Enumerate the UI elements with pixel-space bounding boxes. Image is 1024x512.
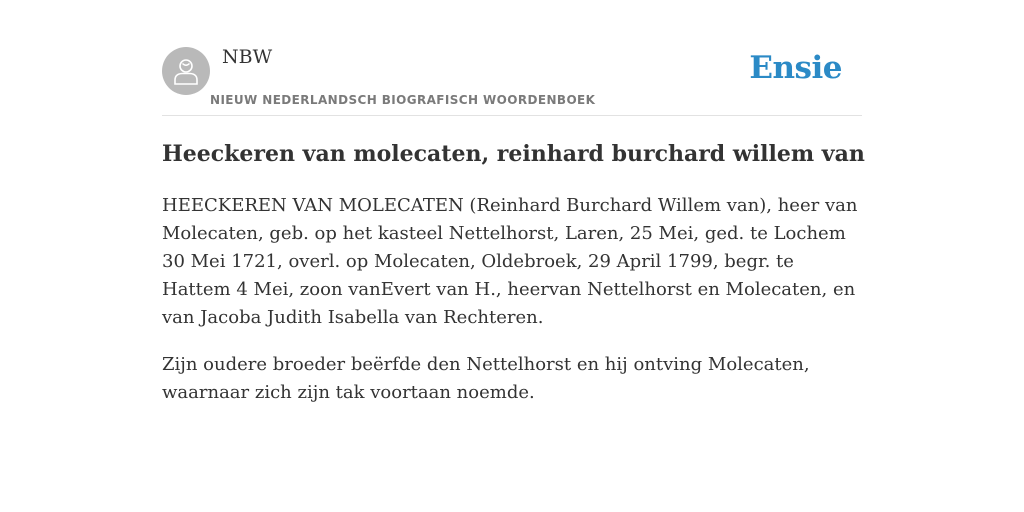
article-body	[162, 192, 862, 426]
page	[162, 0, 865, 403]
user-icon	[172, 56, 200, 86]
source-name[interactable]: NBW	[222, 46, 273, 68]
paragraph: Zijn oudere broeder beërfde den Nettelhorst en hij ontving Molecaten, waarnaar zich zijn tak voortaan noemde.	[162, 354, 810, 403]
source-subtitle: NIEUW NEDERLANDSCH BIOGRAFISCH WOORDENBOEK	[210, 93, 596, 107]
brand-logo[interactable]: Ensie	[749, 50, 842, 86]
source-header	[162, 0, 862, 116]
avatar[interactable]	[162, 47, 210, 95]
paragraph: HEECKEREN VAN MOLECATEN (Reinhard Burchard Willem van), heer van Molecaten, geb. op het kasteel Nettelhorst, Laren, 25 Mei, ged. te Lochem 30 Mei 1721, overl. op Molecaten, Oldebroek, 29 April 1799, begr. te Hattem 4 Mei, zoon vanEvert van H., heervan Nettelhorst en Molecaten, en van Jacoba Judith Isabella van Rechteren.	[162, 195, 858, 328]
article-title: Heeckeren van molecaten, reinhard burchard willem van	[162, 141, 865, 167]
